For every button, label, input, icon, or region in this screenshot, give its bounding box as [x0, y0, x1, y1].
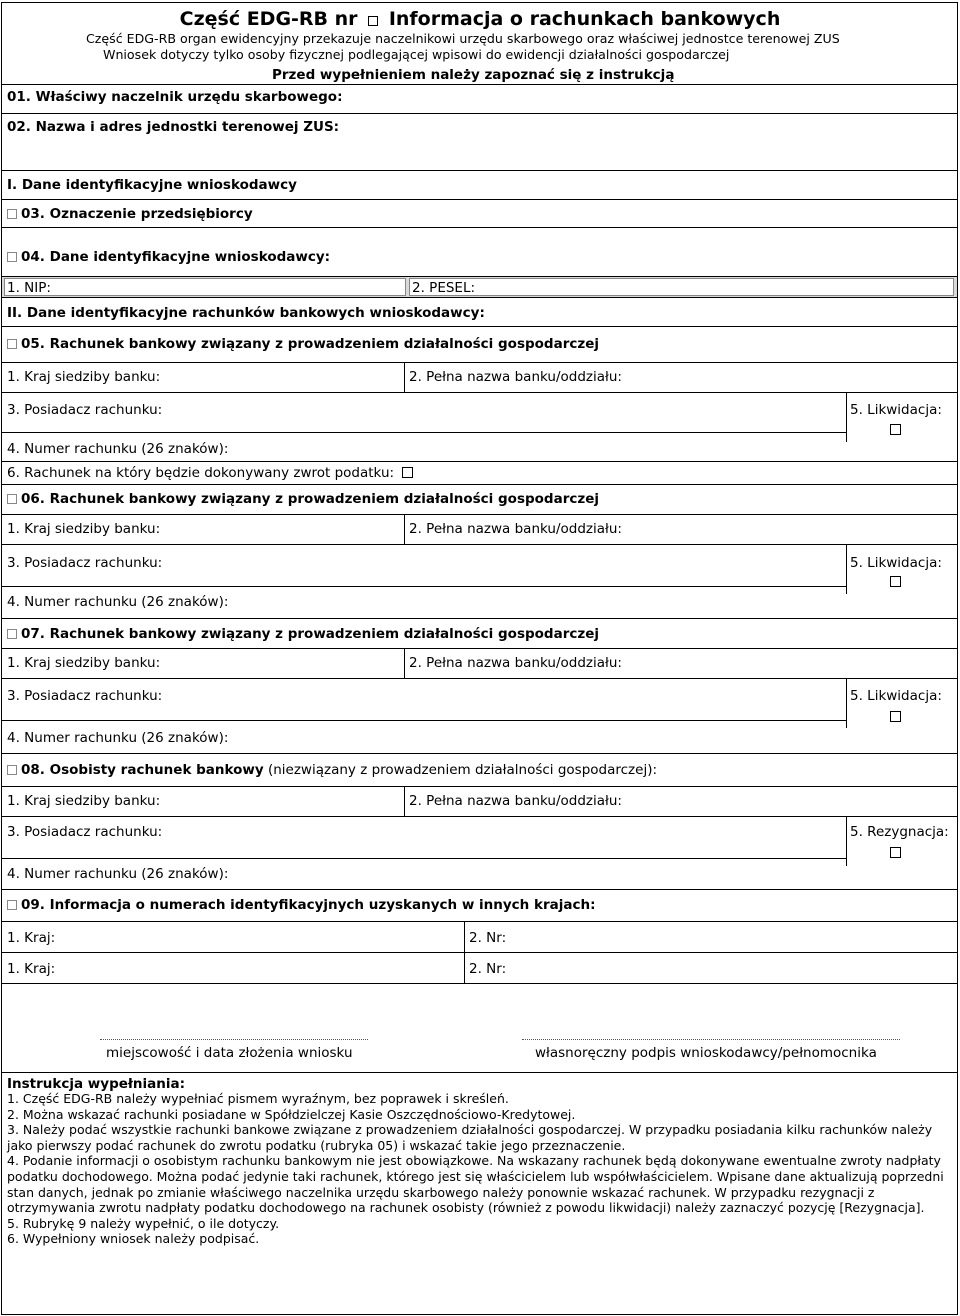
bank-name-label: 2. Pełna nazwa banku/oddziału:	[409, 369, 622, 385]
instruction-warning: Przed wypełnieniem należy zapoznać się z instrukcją	[272, 67, 675, 83]
liquidation-checkbox[interactable]	[890, 711, 901, 722]
divider	[1, 544, 958, 545]
resignation-checkbox[interactable]	[890, 847, 901, 858]
bank-name-label: 2. Pełna nazwa banku/oddziału:	[409, 521, 622, 537]
divider	[404, 648, 405, 678]
account-holder-label: 3. Posiadacz rachunku:	[7, 402, 163, 418]
form-title-suffix: Informacja o rachunkach bankowych	[388, 8, 781, 30]
place-date-label: miejscowość i data złożenia wniosku	[106, 1045, 353, 1061]
bank-name-label: 2. Pełna nazwa banku/oddziału:	[409, 793, 622, 809]
section-09-title: 09. Informacja o numerach identyfikacyjnych uzyskanych w innych krajach:	[21, 897, 596, 913]
box-icon	[7, 494, 17, 504]
divider	[1, 84, 958, 85]
divider	[404, 514, 405, 544]
instruction-item: 4. Podanie informacji o osobistym rachunku bankowym nie jest obowiązkowe. Na wskazany rachunek będą dokonywane ewentualne zwroty nadpłaty podatku dochodowego. Można podać jedynie taki rachunek, którego jest się właścicielem lub współwłaścicielem. Wpisane dane aktualizują poprzedni stan danych, jednak po zmianie właściwego naczelnika urzędu skarbowego należy ponownie wskazać rachunek. W przypadku rezygnacji z otrzymywania zwrotu nadpłaty podatku dochodowego na rachunek osobisty (również z powodu likwidacji) należy zaznaczyć pozycję [Rezygnacja].	[7, 1153, 944, 1216]
account-08-subtitle: (niezwiązany z prowadzeniem działalności gospodarczej):	[267, 762, 658, 778]
form-subtitle-2: Wniosek dotyczy tylko osoby fizycznej podlegającej wpisowi do ewidencji działalności gospodarczej	[103, 47, 730, 62]
divider	[1, 753, 958, 754]
field-04-label	[7, 249, 330, 265]
divider	[1, 1072, 958, 1073]
divider	[1, 678, 958, 679]
bank-country-label: 1. Kraj siedziby banku:	[7, 793, 161, 809]
section-1-title: I. Dane identyfikacyjne wnioskodawcy	[7, 177, 297, 193]
account-number-label: 4. Numer rachunku (26 znaków):	[7, 441, 229, 457]
box-icon	[7, 252, 17, 262]
place-date-field[interactable]	[100, 995, 370, 1035]
nip-label: 1. NIP:	[7, 280, 51, 296]
divider	[1, 648, 958, 649]
account-08-header	[7, 762, 657, 778]
liquidation-label: 5. Likwidacja:	[850, 555, 942, 571]
account-holder-label: 3. Posiadacz rachunku:	[7, 555, 163, 571]
liquidation-checkbox[interactable]	[890, 424, 901, 435]
account-05-title: 05. Rachunek bankowy związany z prowadzeniem działalności gospodarczej	[21, 336, 599, 352]
section-2-title: II. Dane identyfikacyjne rachunków bankowych wnioskodawcy:	[7, 305, 485, 321]
divider	[1, 816, 958, 817]
divider	[404, 362, 405, 392]
divider	[1, 362, 958, 363]
instructions-title: Instrukcja wypełniania:	[7, 1076, 186, 1092]
box-icon	[7, 209, 17, 219]
instruction-item: 2. Można wskazać rachunki posiadane w Spółdzielczej Kasie Oszczędnościowo-Kredytowej.	[7, 1106, 576, 1122]
tax-refund-account-label	[7, 465, 413, 481]
divider	[1, 786, 958, 787]
account-08-title: 08. Osobisty rachunek bankowy	[21, 762, 264, 778]
instruction-item: 5. Rubrykę 9 należy wypełnić, o ile dotyczy.	[7, 1215, 280, 1231]
country-label: 1. Kraj:	[7, 961, 56, 977]
id-number-label: 2. Nr:	[469, 961, 507, 977]
form-title	[0, 8, 960, 30]
divider	[1, 326, 958, 327]
account-05-header	[7, 336, 599, 352]
divider	[1, 586, 847, 587]
divider	[522, 1039, 900, 1040]
box-icon	[7, 765, 17, 775]
divider	[1, 484, 958, 485]
account-number-label: 4. Numer rachunku (26 znaków):	[7, 594, 229, 610]
box-icon	[7, 900, 17, 910]
bank-country-label: 1. Kraj siedziby banku:	[7, 655, 161, 671]
divider	[404, 786, 405, 816]
liquidation-checkbox[interactable]	[890, 576, 901, 587]
account-07-title: 07. Rachunek bankowy związany z prowadzeniem działalności gospodarczej	[21, 626, 599, 642]
form-subtitle-1: Część EDG-RB organ ewidencyjny przekazuje naczelnikowi urzędu skarbowego oraz właściwej jednostce terenowej ZUS	[86, 31, 840, 46]
field-03-text: 03. Oznaczenie przedsiębiorcy	[21, 206, 253, 222]
account-holder-label: 3. Posiadacz rachunku:	[7, 824, 163, 840]
divider	[1, 432, 847, 433]
liquidation-label: 5. Likwidacja:	[850, 688, 942, 704]
bank-name-label: 2. Pełna nazwa banku/oddziału:	[409, 655, 622, 671]
bank-country-label: 1. Kraj siedziby banku:	[7, 521, 161, 537]
field-tax-office-label: 01. Właściwy naczelnik urzędu skarbowego:	[7, 89, 343, 105]
divider	[100, 1039, 368, 1040]
field-zus-office-input[interactable]	[2, 140, 957, 170]
instructions-list	[7, 1091, 953, 1247]
divider	[1, 952, 958, 953]
divider	[1, 113, 958, 114]
signature-field[interactable]	[520, 995, 900, 1035]
nip-input[interactable]	[4, 278, 406, 296]
divider	[1, 983, 958, 984]
divider	[1, 392, 958, 393]
account-number-label: 4. Numer rachunku (26 znaków):	[7, 866, 229, 882]
account-06-title: 06. Rachunek bankowy związany z prowadzeniem działalności gospodarczej	[21, 491, 599, 507]
field-zus-office-label: 02. Nazwa i adres jednostki terenowej ZUS:	[7, 119, 340, 135]
account-number-label: 4. Numer rachunku (26 znaków):	[7, 730, 229, 746]
account-holder-label: 3. Posiadacz rachunku:	[7, 688, 163, 704]
divider	[1, 170, 958, 171]
pesel-label: 2. PESEL:	[412, 280, 476, 296]
instruction-item: 3. Należy podać wszystkie rachunki bankowe związane z prowadzeniem działalności gospodarczej. W przypadku posiadania kilku rachunków należy jako pierwszy podać rachunek do zwrotu podatku (rubryka 05) i wskazać takie jego przeznaczenie.	[7, 1122, 933, 1153]
divider	[1, 921, 958, 922]
divider	[1, 514, 958, 515]
account-07-header	[7, 626, 599, 642]
tax-refund-text: 6. Rachunek na który będzie dokonywany zwrot podatku:	[7, 465, 395, 481]
divider	[1, 461, 958, 462]
country-label: 1. Kraj:	[7, 930, 56, 946]
form-number-checkbox[interactable]	[368, 16, 378, 26]
resignation-label: 5. Rezygnacja:	[850, 824, 949, 840]
liquidation-label: 5. Likwidacja:	[850, 402, 942, 418]
divider	[1, 720, 847, 721]
instruction-item: 1. Część EDG-RB należy wypełniać pismem wyraźnym, bez poprawek i skreśleń.	[7, 1091, 509, 1106]
id-number-label: 2. Nr:	[469, 930, 507, 946]
divider	[1, 858, 847, 859]
account-06-header	[7, 491, 599, 507]
signature-label: własnoręczny podpis wnioskodawcy/pełnomocnika	[535, 1045, 877, 1061]
divider	[1, 227, 958, 228]
divider	[1, 199, 958, 200]
field-03-label	[7, 206, 253, 222]
form-title-prefix: Część EDG-RB nr	[179, 8, 358, 30]
pesel-input[interactable]	[409, 278, 954, 296]
divider	[1, 889, 958, 890]
section-09-header	[7, 897, 595, 913]
field-04-text: 04. Dane identyfikacyjne wnioskodawcy:	[21, 249, 331, 265]
tax-refund-checkbox[interactable]	[402, 467, 413, 478]
divider	[846, 392, 847, 442]
bank-country-label: 1. Kraj siedziby banku:	[7, 369, 161, 385]
box-icon	[7, 629, 17, 639]
instruction-item: 6. Wypełniony wniosek należy podpisać.	[7, 1231, 260, 1247]
box-icon	[7, 339, 17, 349]
divider	[1, 618, 958, 619]
